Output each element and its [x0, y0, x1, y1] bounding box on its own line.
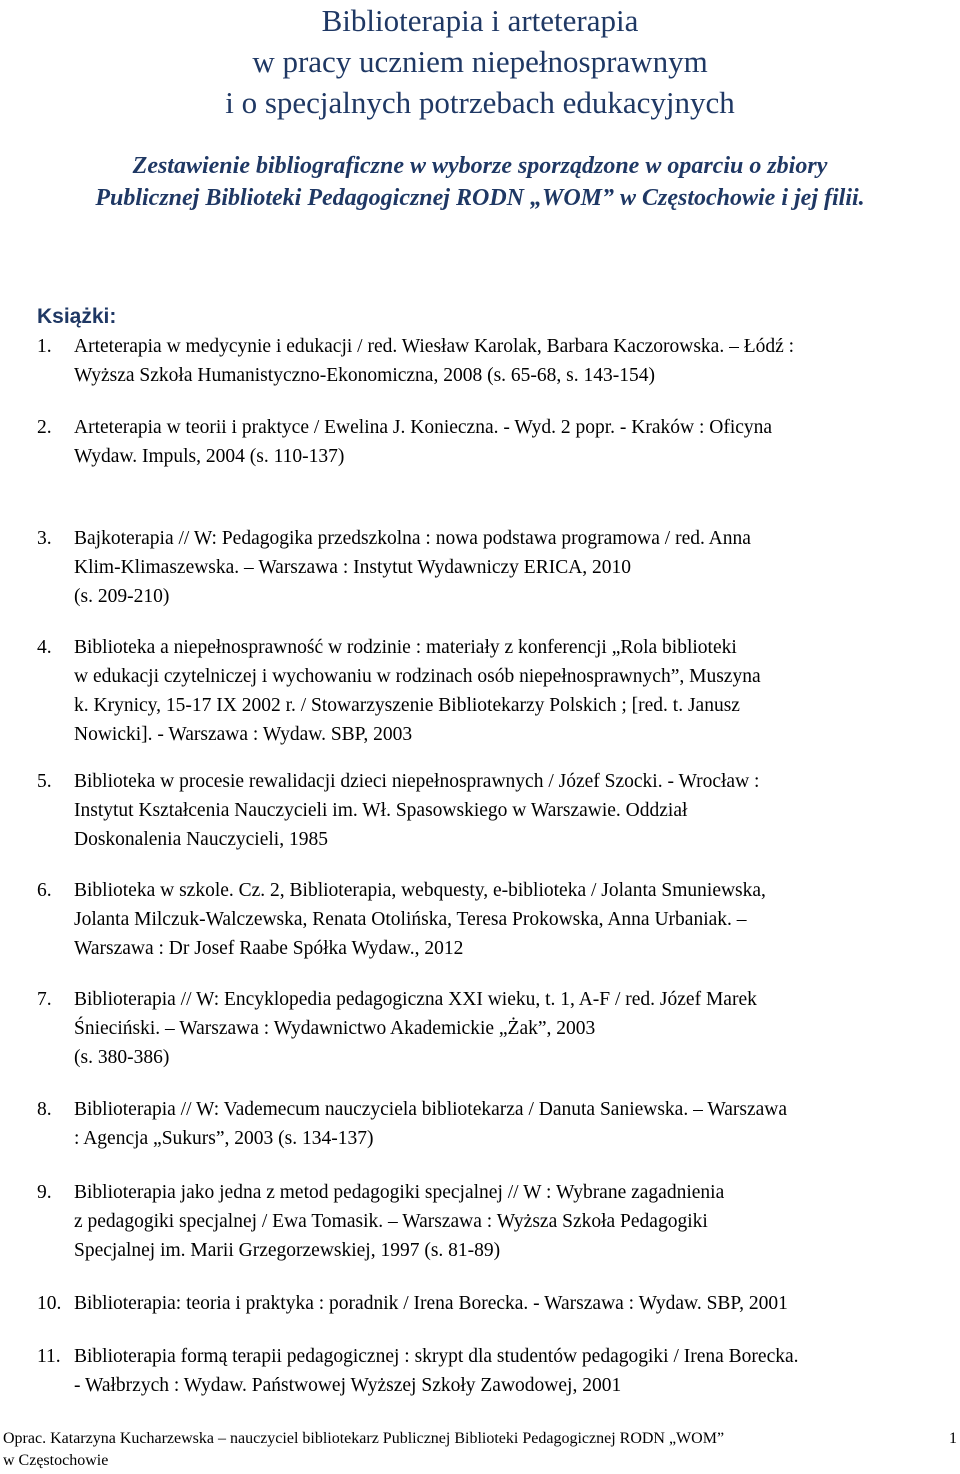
item-number: 1. — [37, 336, 52, 357]
document-title — [0, 0, 960, 123]
item-text-line: (s. 380-386) — [74, 1047, 170, 1068]
item-text-line: Wydaw. Impuls, 2004 (s. 110-137) — [74, 446, 345, 467]
item-text-line: Klim-Klimaszewska. – Warszawa : Instytut Wydawniczy ERICA, 2010 — [74, 557, 632, 578]
item-text-line: Śnieciński. – Warszawa : Wydawnictwo Akademickie „Żak”, 2003 — [74, 1018, 596, 1039]
item-number: 4. — [37, 637, 52, 658]
item-text-line: Arteterapia w teorii i praktyce / Ewelina J. Konieczna. - Wyd. 2 popr. - Kraków : Oficyna — [74, 417, 773, 438]
bibliography-item — [37, 1289, 957, 1318]
item-text-line: Biblioteka w szkole. Cz. 2, Biblioterapia, webquesty, e-biblioteka / Jolanta Smuniewska, — [74, 880, 766, 901]
item-text-line: - Wałbrzych : Wydaw. Państwowej Wyższej Szkoły Zawodowej, 2001 — [74, 1375, 622, 1396]
footer-location-line: w Częstochowie — [3, 1452, 109, 1469]
item-text — [74, 1095, 960, 1153]
page-footer — [3, 1428, 957, 1472]
item-number: 3. — [37, 528, 52, 549]
bibliography-item — [37, 767, 957, 854]
bibliography-item — [37, 332, 957, 390]
item-text-line: Biblioterapia // W: Encyklopedia pedagogiczna XXI wieku, t. 1, A-F / red. Józef Marek — [74, 989, 757, 1010]
title-line-1: Biblioterapia i arteterapia — [321, 3, 639, 38]
item-text-line: w edukacji czytelniczej i wychowaniu w rodzinach osób niepełnosprawnych”, Muszyna — [74, 666, 761, 687]
item-text-line: Jolanta Milczuk-Walczewska, Renata Otolińska, Teresa Prokowska, Anna Urbaniak. – — [74, 909, 747, 930]
item-text-line: Nowicki]. - Warszawa : Wydaw. SBP, 2003 — [74, 724, 413, 745]
item-text-line: Arteterapia w medycynie i edukacji / red. Wiesław Karolak, Barbara Kaczorowska. – Łódź : — [74, 336, 795, 357]
bibliography-item — [37, 985, 957, 1072]
item-number: 6. — [37, 880, 52, 901]
item-number: 5. — [37, 771, 52, 792]
item-number: 11. — [37, 1346, 61, 1367]
item-text-line: Biblioterapia: teoria i praktyka : poradnik / Irena Borecka. - Warszawa : Wydaw. SBP, 2001 — [74, 1293, 788, 1314]
bibliography-item — [37, 876, 957, 963]
bibliography-item — [37, 633, 957, 749]
section-heading-books: Książki: — [37, 305, 117, 328]
item-text — [74, 1342, 960, 1400]
subtitle-line-1: Zestawienie bibliograficzne w wyborze sporządzone w oparciu o zbiory — [132, 153, 828, 179]
item-text — [74, 413, 960, 471]
item-text-line: z pedagogiki specjalnej / Ewa Tomasik. – Warszawa : Wyższa Szkoła Pedagogiki — [74, 1211, 708, 1232]
document-subtitle — [0, 150, 960, 214]
title-line-3: i o specjalnych potrzebach edukacyjnych — [225, 85, 735, 120]
item-text-line: Instytut Kształcenia Nauczycieli im. Wł. Spasowskiego w Warszawie. Oddział — [74, 800, 688, 821]
item-text-line: Biblioteka a niepełnosprawność w rodzinie : materiały z konferencji „Rola biblioteki — [74, 637, 737, 658]
item-text — [74, 332, 960, 390]
page-number: 1 — [949, 1430, 957, 1447]
bibliography-item — [37, 1178, 957, 1265]
item-text-line: : Agencja „Sukurs”, 2003 (s. 134-137) — [74, 1128, 374, 1149]
item-text — [74, 876, 960, 963]
title-line-2: w pracy uczniem niepełnosprawnym — [252, 44, 708, 79]
item-number: 7. — [37, 989, 52, 1010]
item-text-line: Biblioterapia formą terapii pedagogicznej : skrypt dla studentów pedagogiki / Irena Borecka. — [74, 1346, 799, 1367]
item-text-line: Biblioterapia jako jedna z metod pedagogiki specjalnej // W : Wybrane zagadnienia — [74, 1182, 725, 1203]
item-number: 10. — [37, 1293, 62, 1314]
bibliography-item — [37, 524, 957, 611]
subtitle-line-2: Publicznej Biblioteki Pedagogicznej RODN „WOM” w Częstochowie i jej filii. — [95, 185, 865, 211]
item-text — [74, 767, 960, 854]
item-number: 9. — [37, 1182, 52, 1203]
item-text-line: Wyższa Szkoła Humanistyczno-Ekonomiczna, 2008 (s. 65-68, s. 143-154) — [74, 365, 655, 386]
footer-author-line: Oprac. Katarzyna Kucharzewska – nauczyciel bibliotekarz Publicznej Biblioteki Pedagogicznej RODN „WOM” — [3, 1430, 725, 1447]
item-text — [74, 1289, 960, 1318]
item-text — [74, 524, 960, 611]
item-text-line: Doskonalenia Nauczycieli, 1985 — [74, 829, 328, 850]
item-text — [74, 633, 960, 749]
item-number: 8. — [37, 1099, 52, 1120]
item-text-line: Bajkoterapia // W: Pedagogika przedszkolna : nowa podstawa programowa / red. Anna — [74, 528, 751, 549]
item-number: 2. — [37, 417, 52, 438]
item-text-line: Biblioterapia // W: Vademecum nauczyciela bibliotekarza / Danuta Saniewska. – Warszawa — [74, 1099, 787, 1120]
item-text-line: (s. 209-210) — [74, 586, 170, 607]
item-text — [74, 1178, 960, 1265]
item-text — [74, 985, 960, 1072]
item-text-line: k. Krynicy, 15-17 IX 2002 r. / Stowarzyszenie Bibliotekarzy Polskich ; [red. t. Janusz — [74, 695, 740, 716]
item-text-line: Specjalnej im. Marii Grzegorzewskiej, 1997 (s. 81-89) — [74, 1240, 501, 1261]
bibliography-item — [37, 413, 957, 471]
bibliography-item — [37, 1095, 957, 1153]
item-text-line: Biblioteka w procesie rewalidacji dzieci niepełnosprawnych / Józef Szocki. - Wrocław : — [74, 771, 760, 792]
bibliography-item — [37, 1342, 957, 1400]
item-text-line: Warszawa : Dr Josef Raabe Spółka Wydaw., 2012 — [74, 938, 464, 959]
